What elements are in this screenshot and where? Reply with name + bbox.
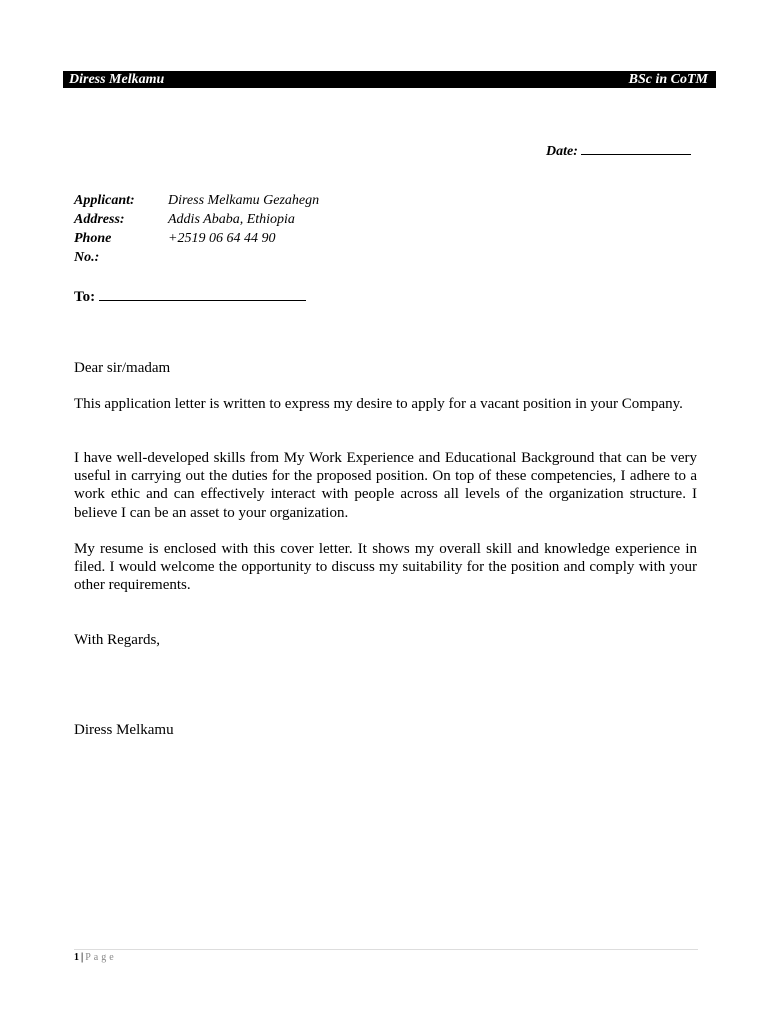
salutation: Dear sir/madam	[74, 360, 171, 376]
date-blank	[581, 141, 691, 155]
to-label: To:	[74, 289, 96, 305]
phone-label: Phone No.:	[74, 231, 112, 265]
paragraph-intro: This application letter is written to express my desire to apply for a vacant position in your Company.	[74, 396, 683, 412]
page-label: Page	[85, 952, 117, 963]
date-line	[546, 141, 691, 160]
paragraph-resume: My resume is enclosed with this cover letter. It shows my overall skill and knowledge experience in filed. I would welcome the opportunity to discuss my suitability for the position and comply with your other requirements.	[74, 541, 697, 594]
paragraph-skills: I have well-developed skills from My Work Experience and Educational Background that can be very useful in carrying out the duties for the proposed position. On top of these competencies, I adhere to a work ethic and can effectively interact with people across all levels of the organization structure. I believe I can be an asset to your organization.	[74, 450, 697, 521]
date-label: Date:	[546, 144, 578, 159]
header-degree: BSc in CoTM	[628, 72, 708, 87]
to-line	[74, 286, 306, 306]
page-footer	[74, 952, 117, 963]
header-name: Diress Melkamu	[69, 72, 165, 87]
applicant-label: Applicant:	[74, 193, 135, 208]
address-value: Addis Ababa, Ethiopia	[168, 212, 295, 227]
closing: With Regards,	[74, 632, 161, 648]
to-blank	[99, 286, 306, 301]
page-number: 1	[74, 952, 79, 963]
address-label: Address:	[74, 212, 125, 227]
phone-value: +2519 06 64 44 90	[168, 231, 276, 246]
applicant-value: Diress Melkamu Gezahegn	[168, 193, 320, 208]
footer-separator: |	[81, 952, 84, 963]
signature: Diress Melkamu	[74, 722, 174, 738]
header-bar	[63, 71, 716, 88]
footer-divider	[74, 949, 698, 950]
